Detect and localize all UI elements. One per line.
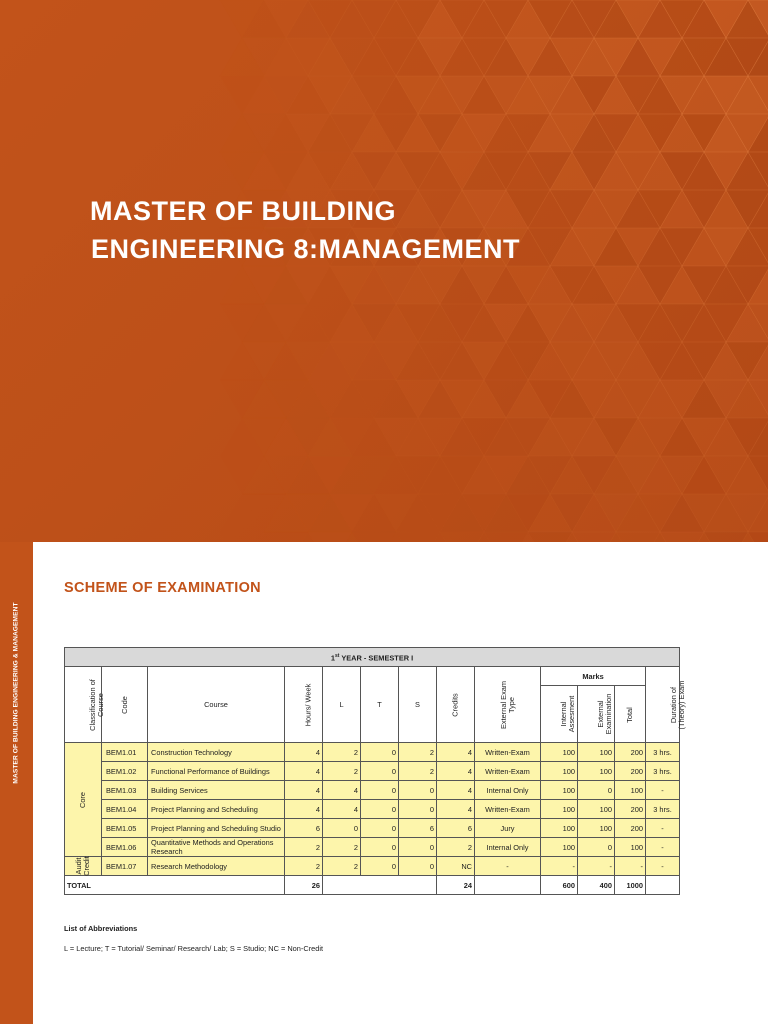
cell-credits: 4 [437,762,475,781]
cell-hours: 4 [285,800,323,819]
header-marks: Marks [541,667,646,686]
cell-t: 0 [361,819,399,838]
table-row [65,819,680,838]
cell-s: 0 [399,838,437,857]
cell-internal: 100 [541,838,578,857]
cell-l: 2 [323,762,361,781]
cell-hours: 2 [285,838,323,857]
total-hours: 26 [285,876,323,895]
cell-hours: 4 [285,781,323,800]
cell-exam-type: Written-Exam [475,762,541,781]
cell-total: 200 [615,743,646,762]
cell-credits: 4 [437,781,475,800]
title-line-1: MASTER OF BUILDING [90,196,396,226]
cell-credits: 4 [437,800,475,819]
table-row [65,800,680,819]
table-row [65,762,680,781]
cell-code: BEM1.06 [102,838,148,857]
cell-hours: 4 [285,762,323,781]
header-exam-type: External Exam Type [475,667,541,743]
cell-s: 2 [399,762,437,781]
cell-external: 100 [578,762,615,781]
cell-external: 100 [578,743,615,762]
cell-course: Construction Technology [148,743,285,762]
cell-total: 100 [615,838,646,857]
cell-t: 0 [361,838,399,857]
cell-internal: 100 [541,800,578,819]
cell-duration: - [646,838,680,857]
cell-exam-type: Written-Exam [475,800,541,819]
scheme-table [64,647,686,895]
cell-total: - [615,857,646,876]
cell-t: 0 [361,762,399,781]
cell-credits: NC [437,857,475,876]
cell-course: Functional Performance of Buildings [148,762,285,781]
cell-s: 6 [399,819,437,838]
cell-duration: 3 hrs. [646,800,680,819]
cell-hours: 6 [285,819,323,838]
cell-exam-type: Jury [475,819,541,838]
cell-internal: 100 [541,743,578,762]
header-internal: Internal Assesment [541,686,578,743]
total-blank [475,876,541,895]
group-core: Core [65,743,102,857]
cell-course: Project Planning and Scheduling Studio [148,819,285,838]
total-blank [323,876,437,895]
cell-l: 2 [323,838,361,857]
title-line-2: ENGINEERING 8:MANAGEMENT [91,234,521,264]
cell-total: 100 [615,781,646,800]
cell-l: 0 [323,819,361,838]
cell-course: Building Services [148,781,285,800]
cell-l: 2 [323,743,361,762]
cell-duration: 3 hrs. [646,762,680,781]
header-l: L [323,667,361,743]
cell-total: 200 [615,800,646,819]
cell-l: 2 [323,857,361,876]
cell-hours: 4 [285,743,323,762]
cell-course: Project Planning and Scheduling [148,800,285,819]
header-s: S [399,667,437,743]
cell-s: 2 [399,743,437,762]
cell-code: BEM1.02 [102,762,148,781]
header-hours: Hours/ Week [285,667,323,743]
total-label: TOTAL [65,876,285,895]
cell-external: 100 [578,800,615,819]
header-t: T [361,667,399,743]
cell-internal: 100 [541,762,578,781]
cell-duration: - [646,857,680,876]
abbreviations-title: List of Abbreviations [64,924,138,933]
cell-duration: - [646,819,680,838]
cell-l: 4 [323,781,361,800]
section-title: SCHEME OF EXAMINATION [64,580,261,596]
cell-t: 0 [361,857,399,876]
cell-credits: 6 [437,819,475,838]
total-external: 400 [578,876,615,895]
abbreviations-text: L = Lecture; T = Tutorial/ Seminar/ Research/ Lab; S = Studio; NC = Non-Credit [64,944,324,953]
total-total: 1000 [615,876,646,895]
header-course: Course [148,667,285,743]
cell-exam-type: Written-Exam [475,743,541,762]
cell-external: 0 [578,838,615,857]
header-total: Total [615,686,646,743]
header-external: External Examination [578,686,615,743]
cell-l: 4 [323,800,361,819]
cell-exam-type: - [475,857,541,876]
cell-code: BEM1.04 [102,800,148,819]
cell-total: 200 [615,819,646,838]
cell-t: 0 [361,781,399,800]
header-duration: Duration of (Theory) Exam [646,667,680,743]
total-blank [646,876,680,895]
cell-internal: 100 [541,819,578,838]
table-row [65,781,680,800]
table-row [65,838,680,857]
cell-total: 200 [615,762,646,781]
cell-code: BEM1.01 [102,743,148,762]
cell-s: 0 [399,781,437,800]
total-row [65,876,680,895]
cell-course: Research Methodology [148,857,285,876]
cell-s: 0 [399,800,437,819]
cell-credits: 4 [437,743,475,762]
page-title [90,192,520,268]
cell-t: 0 [361,800,399,819]
header-code: Code [102,667,148,743]
cell-code: BEM1.07 [102,857,148,876]
header-classification: Classification of Course [65,667,102,743]
group-audit: Audit Credit [65,857,102,876]
cell-code: BEM1.03 [102,781,148,800]
table-row [65,857,680,876]
cell-exam-type: Internal Only [475,781,541,800]
sidebar-label-text: MASTER OF BUILDING ENGINEERING & MANAGEMENT [12,602,20,784]
cell-duration: 3 hrs. [646,743,680,762]
semester-caption: 1st YEAR - SEMESTER I [65,648,680,667]
header-credits: Credits [437,667,475,743]
cell-course: Quantitative Methods and Operations Research [148,838,285,857]
cell-internal: - [541,857,578,876]
cell-credits: 2 [437,838,475,857]
cell-s: 0 [399,857,437,876]
cell-duration: - [646,781,680,800]
cell-code: BEM1.05 [102,819,148,838]
cell-hours: 2 [285,857,323,876]
cell-exam-type: Internal Only [475,838,541,857]
cell-external: - [578,857,615,876]
cell-external: 100 [578,819,615,838]
total-credits: 24 [437,876,475,895]
table-row [65,743,680,762]
cell-external: 0 [578,781,615,800]
total-internal: 600 [541,876,578,895]
cell-t: 0 [361,743,399,762]
cell-internal: 100 [541,781,578,800]
